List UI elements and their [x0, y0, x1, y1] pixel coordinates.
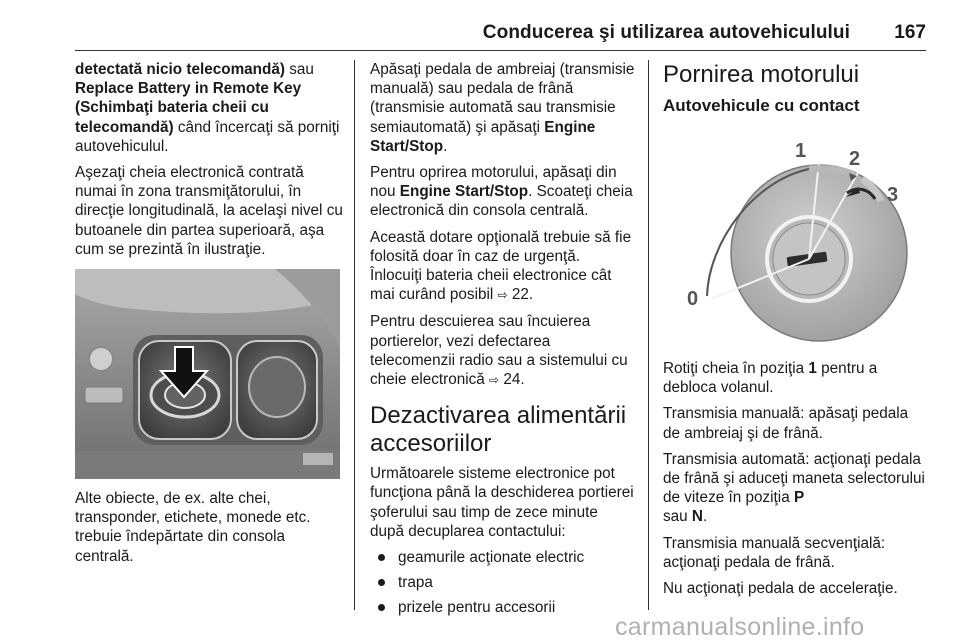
text: sau [663, 508, 692, 526]
engine-start-stop-label: Engine Start/Stop [399, 183, 529, 201]
column-2 [370, 60, 636, 624]
list-item [370, 573, 636, 592]
section-heading-engine-start: Pornirea motorului [663, 61, 860, 88]
paragraph-door-locking [370, 312, 636, 390]
text: . [702, 508, 708, 526]
section-heading-accessory-power: Dezactivarea alimentării accesoriilor [370, 402, 627, 458]
text: Pentru oprirea motorului, apăsaţi din nou [370, 164, 617, 201]
running-header-title: Conducerea şi utilizarea autovehiculului [482, 22, 850, 43]
bold-message-b: Replace Battery in Remote Key (Schimbaţi bateria cheii cu telecomandă) [75, 80, 302, 136]
text: pentru a debloca volanul. [663, 360, 878, 397]
list-item-text: prizele pentru accesorii [398, 599, 556, 617]
column-divider-1 [354, 60, 355, 610]
list-item [370, 548, 636, 567]
page-reference-icon: ⇨ [489, 373, 500, 388]
paragraph-sequential-transmission: Transmisia manuală secvenţială: acţionaţi pedala de frână. [663, 534, 886, 571]
paragraph-remove-objects: Alte obiecte, de ex. alte chei, transponder, etichete, monede etc. trebuie îndepărtate din consola centrală. [75, 490, 311, 565]
paragraph-accelerator: Nu acţionaţi pedala de acceleraţie. [663, 580, 898, 598]
dial-label-3: 3 [887, 184, 899, 206]
text: Transmisia automată: acţionaţi pedala de frână şi aduceţi maneta selectorului de viteze în poziţia [663, 450, 925, 507]
ignition-switch-diagram [659, 131, 925, 351]
paragraph-press-pedal [370, 60, 636, 156]
text: . Scoateţi cheia electronică din consola centrală. [370, 183, 633, 220]
list-item [370, 598, 636, 617]
column-divider-2 [648, 60, 649, 610]
paragraph-manual-transmission: Transmisia manuală: apăsaţi pedala de ambreiaj şi de frână. [663, 405, 909, 442]
watermark: carmanualsonline.info [615, 613, 865, 641]
paragraph-warning-message [75, 60, 343, 156]
text: Rotiţi cheia în poziţia [663, 360, 809, 377]
paragraph-emergency-feature [370, 228, 636, 306]
column-1 [75, 60, 343, 573]
text: Această dotare opţională trebuie să fie folosită doar în caz de urgenţă. Înlocuiţi bateria cheii electronice cât mai curând posibil [370, 228, 632, 304]
paragraph-automatic-transmission [663, 450, 929, 527]
bullet-list [370, 548, 636, 618]
page-reference[interactable]: 24. [499, 371, 525, 389]
position-number: 1 [808, 360, 817, 377]
paragraph-accessory-systems: Următoarele sisteme electronice pot funcţiona până la deschiderea portierei şoferului sau timp de zece minute după decuplarea contactului: [370, 465, 634, 540]
paragraph-turn-key [663, 359, 929, 397]
page-number: 167 [894, 22, 926, 43]
dial-label-0: 0 [687, 288, 699, 310]
column-3 [663, 60, 929, 605]
bullet-icon [378, 604, 385, 611]
gear-n: N [691, 508, 703, 526]
text: . [443, 137, 448, 155]
paragraph-key-placement: Aşezaţi cheia electronică contrată numai în zona transmiţătorului, în direcţie longitudinală, la acelaşi nivel cu butoanele din partea superioară, aşa cum se prezintă în ilustraţie. [75, 164, 343, 258]
header-rule [75, 50, 926, 51]
gear-p: P [793, 489, 805, 507]
bullet-icon [378, 554, 385, 561]
text: Apăsaţi pedala de ambreiaj (transmisie manuală) sau pedala de frână (transmisie automată sau transmisie semiautomată) şi apăsaţi [370, 61, 635, 136]
dial-label-2: 2 [849, 148, 861, 170]
dial-label-1: 1 [795, 140, 807, 162]
subheading-ignition-switch: Autovehicule cu contact [663, 96, 860, 115]
page-reference[interactable]: 22. [507, 286, 534, 304]
text: sau [284, 61, 314, 78]
text: când încercaţi să porniţi autovehiculul. [75, 118, 340, 155]
bold-message-a: detectată nicio telecomandă) [75, 61, 285, 78]
paragraph-stop-engine [370, 163, 636, 221]
center-console-photo [75, 269, 340, 479]
list-item-text: trapa [398, 574, 433, 592]
text: Pentru descuierea sau încuierea portierelor, vezi defectarea telecomenzii radio sau a sistemului cu cheie electronică [370, 313, 628, 389]
list-item-text: geamurile acţionate electric [398, 549, 585, 567]
page-reference-icon: ⇨ [497, 288, 508, 303]
bullet-icon [378, 579, 385, 586]
engine-start-stop-label: Engine Start/Stop [370, 118, 596, 155]
